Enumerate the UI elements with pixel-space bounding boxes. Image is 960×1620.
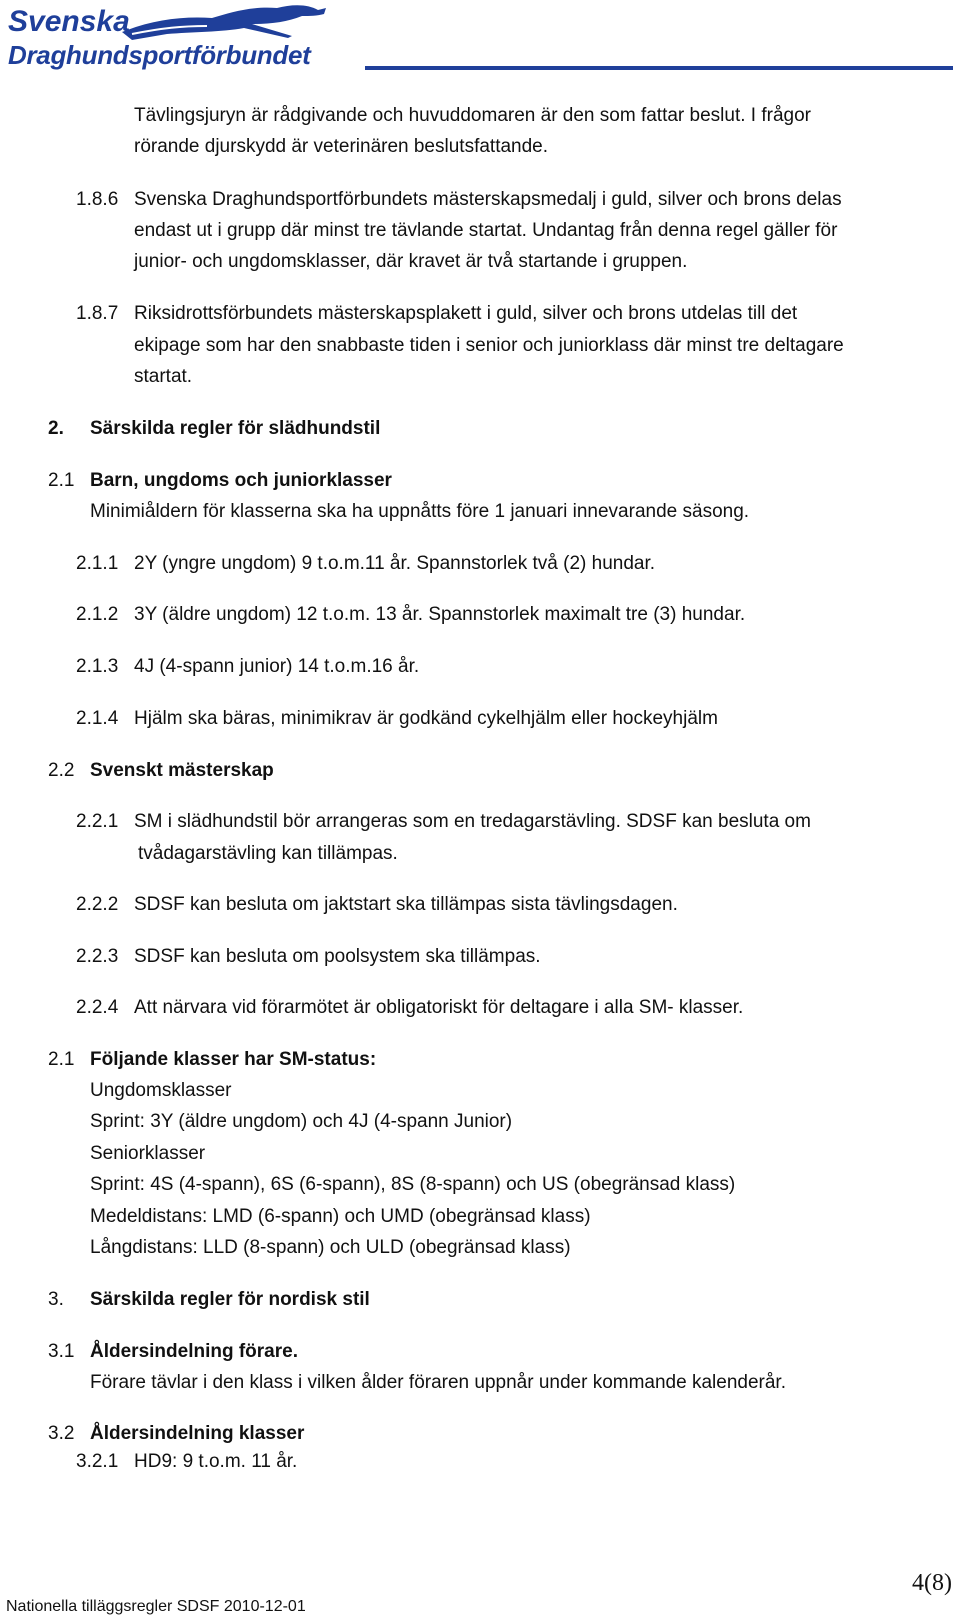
section-heading: Åldersindelning förare. bbox=[90, 1341, 298, 1362]
section-heading: Följande klasser har SM-status: bbox=[90, 1049, 377, 1070]
section-text: HD9: 9 t.o.m. 11 år. bbox=[134, 1451, 298, 1472]
section-number: 2.2.2 bbox=[76, 894, 119, 915]
list-item: Medeldistans: LMD (6-spann) och UMD (obegränsad klass) bbox=[90, 1206, 591, 1227]
section-number: 3.1 bbox=[48, 1341, 75, 1362]
section-number: 3.2.1 bbox=[76, 1451, 119, 1472]
section-number: 2.2.4 bbox=[76, 997, 119, 1018]
section-text: Hjälm ska bäras, minimikrav är godkänd cykelhjälm eller hockeyhjälm bbox=[134, 708, 718, 729]
section-heading: Särskilda regler för slädhundstil bbox=[90, 418, 381, 439]
section-text: startat. bbox=[134, 366, 193, 387]
section-number: 2.1.1 bbox=[76, 553, 119, 574]
section-number: 3. bbox=[48, 1289, 64, 1310]
list-item: Sprint: 4S (4-spann), 6S (6-spann), 8S (8-spann) och US (obegränsad klass) bbox=[90, 1174, 736, 1195]
section-text: Svenska Draghundsportförbundets mästerskapsmedalj i guld, silver och brons delas bbox=[134, 189, 842, 210]
paragraph-jury-cont: rörande djurskydd är veterinären beslutsfattande. bbox=[134, 136, 549, 157]
section-number: 2. bbox=[48, 418, 64, 439]
section-number: 1.8.7 bbox=[76, 303, 119, 324]
section-text: junior- och ungdomsklasser, där kravet är två startande i gruppen. bbox=[134, 251, 688, 272]
list-item: Seniorklasser bbox=[90, 1143, 206, 1164]
section-text: tvådagarstävling kan tillämpas. bbox=[138, 843, 398, 864]
section-heading: Åldersindelning klasser bbox=[90, 1423, 305, 1444]
section-number: 3.2 bbox=[48, 1423, 75, 1444]
section-text: SDSF kan besluta om poolsystem ska tillämpas. bbox=[134, 946, 541, 967]
section-number: 2.1.3 bbox=[76, 656, 119, 677]
section-heading: Svenskt mästerskap bbox=[90, 760, 274, 781]
section-text: 4J (4-spann junior) 14 t.o.m.16 år. bbox=[134, 656, 420, 677]
section-number: 2.2.3 bbox=[76, 946, 119, 967]
section-number: 2.1 bbox=[48, 470, 75, 491]
list-item: Sprint: 3Y (äldre ungdom) och 4J (4-spann Junior) bbox=[90, 1111, 513, 1132]
footer-text: Nationella tilläggsregler SDSF 2010-12-01 bbox=[6, 1598, 306, 1615]
section-number: 1.8.6 bbox=[76, 189, 119, 210]
section-number: 2.1 bbox=[48, 1049, 75, 1070]
page-number: 4(8) bbox=[912, 1570, 952, 1596]
section-text: 3Y (äldre ungdom) 12 t.o.m. 13 år. Spannstorlek maximalt tre (3) hundar. bbox=[134, 604, 746, 625]
section-text: SM i slädhundstil bör arrangeras som en tredagarstävling. SDSF kan besluta om bbox=[134, 811, 811, 832]
section-number: 2.2.1 bbox=[76, 811, 119, 832]
section-text: ekipage som har den snabbaste tiden i senior och juniorklass där minst tre deltagare bbox=[134, 335, 844, 356]
section-text: SDSF kan besluta om jaktstart ska tillämpas sista tävlingsdagen. bbox=[134, 894, 678, 915]
logo-text-svenska: Svenska bbox=[8, 5, 130, 38]
section-text: Minimiåldern för klasserna ska ha uppnåtts före 1 januari innevarande säsong. bbox=[90, 501, 750, 522]
section-number: 2.1.4 bbox=[76, 708, 119, 729]
list-item: Långdistans: LLD (8-spann) och ULD (obegränsad klass) bbox=[90, 1237, 571, 1258]
logo-text-draghundsportforbundet: Draghundsportförbundet bbox=[8, 40, 311, 70]
section-heading: Barn, ungdoms och juniorklasser bbox=[90, 470, 392, 491]
section-number: 2.1.2 bbox=[76, 604, 119, 625]
list-item: Ungdomsklasser bbox=[90, 1080, 232, 1101]
section-number: 2.2 bbox=[48, 760, 75, 781]
paragraph-jury: Tävlingsjuryn är rådgivande och huvuddomaren är den som fattar beslut. I frågor bbox=[134, 105, 811, 126]
section-heading: Särskilda regler för nordisk stil bbox=[90, 1289, 370, 1310]
section-text: Riksidrottsförbundets mästerskapsplakett i guld, silver och brons utdelas till det bbox=[134, 303, 798, 324]
section-text: 2Y (yngre ungdom) 9 t.o.m.11 år. Spannstorlek två (2) hundar. bbox=[134, 553, 656, 574]
section-text: Förare tävlar i den klass i vilken ålder föraren uppnår under kommande kalenderår. bbox=[90, 1372, 786, 1393]
section-text: endast ut i grupp där minst tre tävlande startat. Undantag från denna regel gäller för bbox=[134, 220, 838, 241]
section-text: Att närvara vid förarmötet är obligatoriskt för deltagare i alla SM- klasser. bbox=[134, 997, 744, 1018]
